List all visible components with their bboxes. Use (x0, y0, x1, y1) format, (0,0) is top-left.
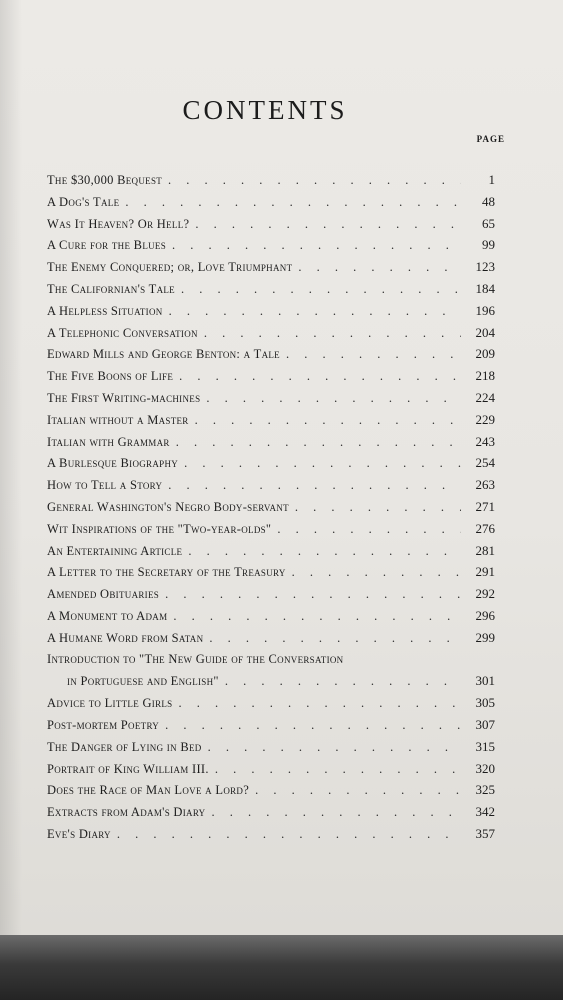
toc-entry-title: Italian with Grammar (47, 435, 170, 449)
dot-leader (277, 522, 461, 537)
toc-entry-title: A Monument to Adam (47, 609, 168, 623)
toc-entry (47, 652, 495, 667)
toc-entry-title: Advice to Little Girls (47, 696, 173, 710)
toc-entry-page: 243 (475, 434, 495, 449)
toc-entry-title: Extracts from Adam's Diary (47, 805, 206, 819)
dot-leader (125, 195, 461, 210)
toc-entry-title: in Portuguese and English" (67, 674, 219, 688)
toc-entry-title: How to Tell a Story (47, 478, 163, 492)
toc-entry-title: Wit Inspirations of the "Two-year-olds" (47, 522, 272, 536)
dot-leader (181, 282, 461, 297)
dot-leader (209, 631, 461, 646)
toc-entry (47, 325, 495, 341)
toc-entry-page: 263 (475, 477, 495, 492)
dot-leader (165, 718, 461, 733)
dot-leader (225, 674, 461, 689)
contents-heading: CONTENTS (182, 95, 348, 125)
toc-entry-page: 307 (475, 717, 495, 732)
toc-entry-page: 292 (475, 586, 495, 601)
dot-leader (286, 347, 461, 362)
toc-entry (47, 630, 495, 646)
toc-entry-page: 204 (475, 325, 495, 340)
toc-entry-page: 342 (475, 804, 495, 819)
background-surface (0, 935, 563, 1000)
toc-entry (47, 608, 495, 624)
toc-entry-page: 315 (475, 739, 495, 754)
dot-leader (117, 827, 461, 842)
toc-entry-title: A Humane Word from Satan (47, 631, 204, 645)
toc-entry (47, 216, 495, 232)
toc-entry-title: Portrait of King William III. (47, 762, 209, 776)
toc-entry-page: 320 (475, 761, 495, 776)
toc-entry-page: 299 (475, 630, 495, 645)
toc-entry-page: 229 (475, 412, 495, 427)
toc-entry (67, 673, 495, 689)
toc-entry-title: A Helpless Situation (47, 304, 163, 318)
toc-entry-page: 1 (488, 172, 495, 187)
toc-entry-page: 276 (475, 521, 495, 536)
toc-entry-page: 296 (475, 608, 495, 623)
toc-entry-page: 123 (475, 259, 495, 274)
toc-entry (47, 172, 495, 188)
toc-entry (47, 586, 495, 602)
dot-leader (211, 805, 461, 820)
toc-entry-page: 325 (475, 782, 495, 797)
dot-leader (168, 173, 461, 188)
dot-leader (172, 238, 461, 253)
dot-leader (176, 435, 461, 450)
toc-entry (47, 499, 495, 515)
toc-entry (47, 434, 495, 450)
toc-entry (47, 237, 495, 253)
toc-entry-title: Eve's Diary (47, 827, 111, 841)
toc-entry (47, 782, 495, 798)
toc-entry-title: Was It Heaven? Or Hell? (47, 217, 190, 231)
toc-entry-page: 209 (475, 346, 495, 361)
dot-leader (292, 565, 461, 580)
toc-entry (47, 761, 495, 777)
dot-leader (255, 783, 461, 798)
dot-leader (206, 391, 461, 406)
toc-entry (47, 281, 495, 297)
dot-leader (179, 369, 461, 384)
dot-leader (165, 587, 461, 602)
dot-leader (195, 217, 461, 232)
toc-entry-page: 271 (475, 499, 495, 514)
toc-entry (47, 477, 495, 493)
toc-entry (47, 695, 495, 711)
dot-leader (204, 326, 461, 341)
dot-leader (184, 456, 461, 471)
toc-entry-title: The Five Boons of Life (47, 369, 174, 383)
toc-entry-title: A Dog's Tale (47, 195, 120, 209)
toc-entry (47, 368, 495, 384)
dot-leader (295, 500, 461, 515)
toc-entry-title: Introduction to "The New Guide of the Conversation (47, 652, 344, 666)
toc-entry-page: 291 (475, 564, 495, 579)
toc-entry-title: Post-mortem Poetry (47, 718, 160, 732)
toc-entry-page: 48 (482, 194, 495, 209)
dot-leader (208, 740, 461, 755)
toc-entry-page: 357 (475, 826, 495, 841)
dot-leader (215, 762, 461, 777)
toc-entry-page: 65 (482, 216, 495, 231)
toc-entry-title: A Telephonic Conversation (47, 326, 198, 340)
toc-entry-title: The Enemy Conquered; or, Love Triumphant (47, 260, 293, 274)
toc-entry (47, 564, 495, 580)
toc-entry (47, 543, 495, 559)
toc-entry-title: General Washington's Negro Body-servant (47, 500, 289, 514)
toc-entry-title: A Burlesque Biography (47, 456, 179, 470)
dot-leader (298, 260, 461, 275)
toc-entry-title: The First Writing-machines (47, 391, 201, 405)
toc-entry-page: 196 (475, 303, 495, 318)
toc-entry (47, 804, 495, 820)
toc-entry (47, 717, 495, 733)
toc-entry-title: The Californian's Tale (47, 282, 175, 296)
toc-entry (47, 739, 495, 755)
toc-entry (47, 412, 495, 428)
toc-entry-title: A Letter to the Secretary of the Treasury (47, 565, 286, 579)
toc-entry (47, 194, 495, 210)
toc-entry-title: Amended Obituaries (47, 587, 160, 601)
toc-entry-title: The Danger of Lying in Bed (47, 740, 202, 754)
toc-entry (47, 826, 495, 842)
toc-entry (47, 455, 495, 471)
page-column-label: PAGE (476, 134, 505, 144)
dot-leader (168, 478, 461, 493)
toc-entry (47, 346, 495, 362)
toc-entry (47, 521, 495, 537)
toc-entry-page: 218 (475, 368, 495, 383)
toc-entry-page: 254 (475, 455, 495, 470)
toc-entry-title: Edward Mills and George Benton: a Tale (47, 347, 280, 361)
toc-entry-title: The $30,000 Bequest (47, 173, 163, 187)
toc-entry-title: Italian without a Master (47, 413, 189, 427)
toc-entry-page: 184 (475, 281, 495, 296)
dot-leader (179, 696, 462, 711)
toc-entry-page: 305 (475, 695, 495, 710)
toc-entry-page: 281 (475, 543, 495, 558)
dot-leader (169, 304, 461, 319)
dot-leader (195, 413, 461, 428)
toc-entry-page: 301 (475, 673, 495, 688)
toc-entry (47, 390, 495, 406)
dot-leader (173, 609, 461, 624)
toc-entry-page: 99 (482, 237, 495, 252)
toc-entry-title: Does the Race of Man Love a Lord? (47, 783, 250, 797)
dot-leader (188, 544, 461, 559)
toc-entry-page: 224 (475, 390, 495, 405)
toc-entry-title: A Cure for the Blues (47, 238, 167, 252)
toc-entry (47, 259, 495, 275)
toc-entry-title: An Entertaining Article (47, 544, 183, 558)
toc-entry (47, 303, 495, 319)
